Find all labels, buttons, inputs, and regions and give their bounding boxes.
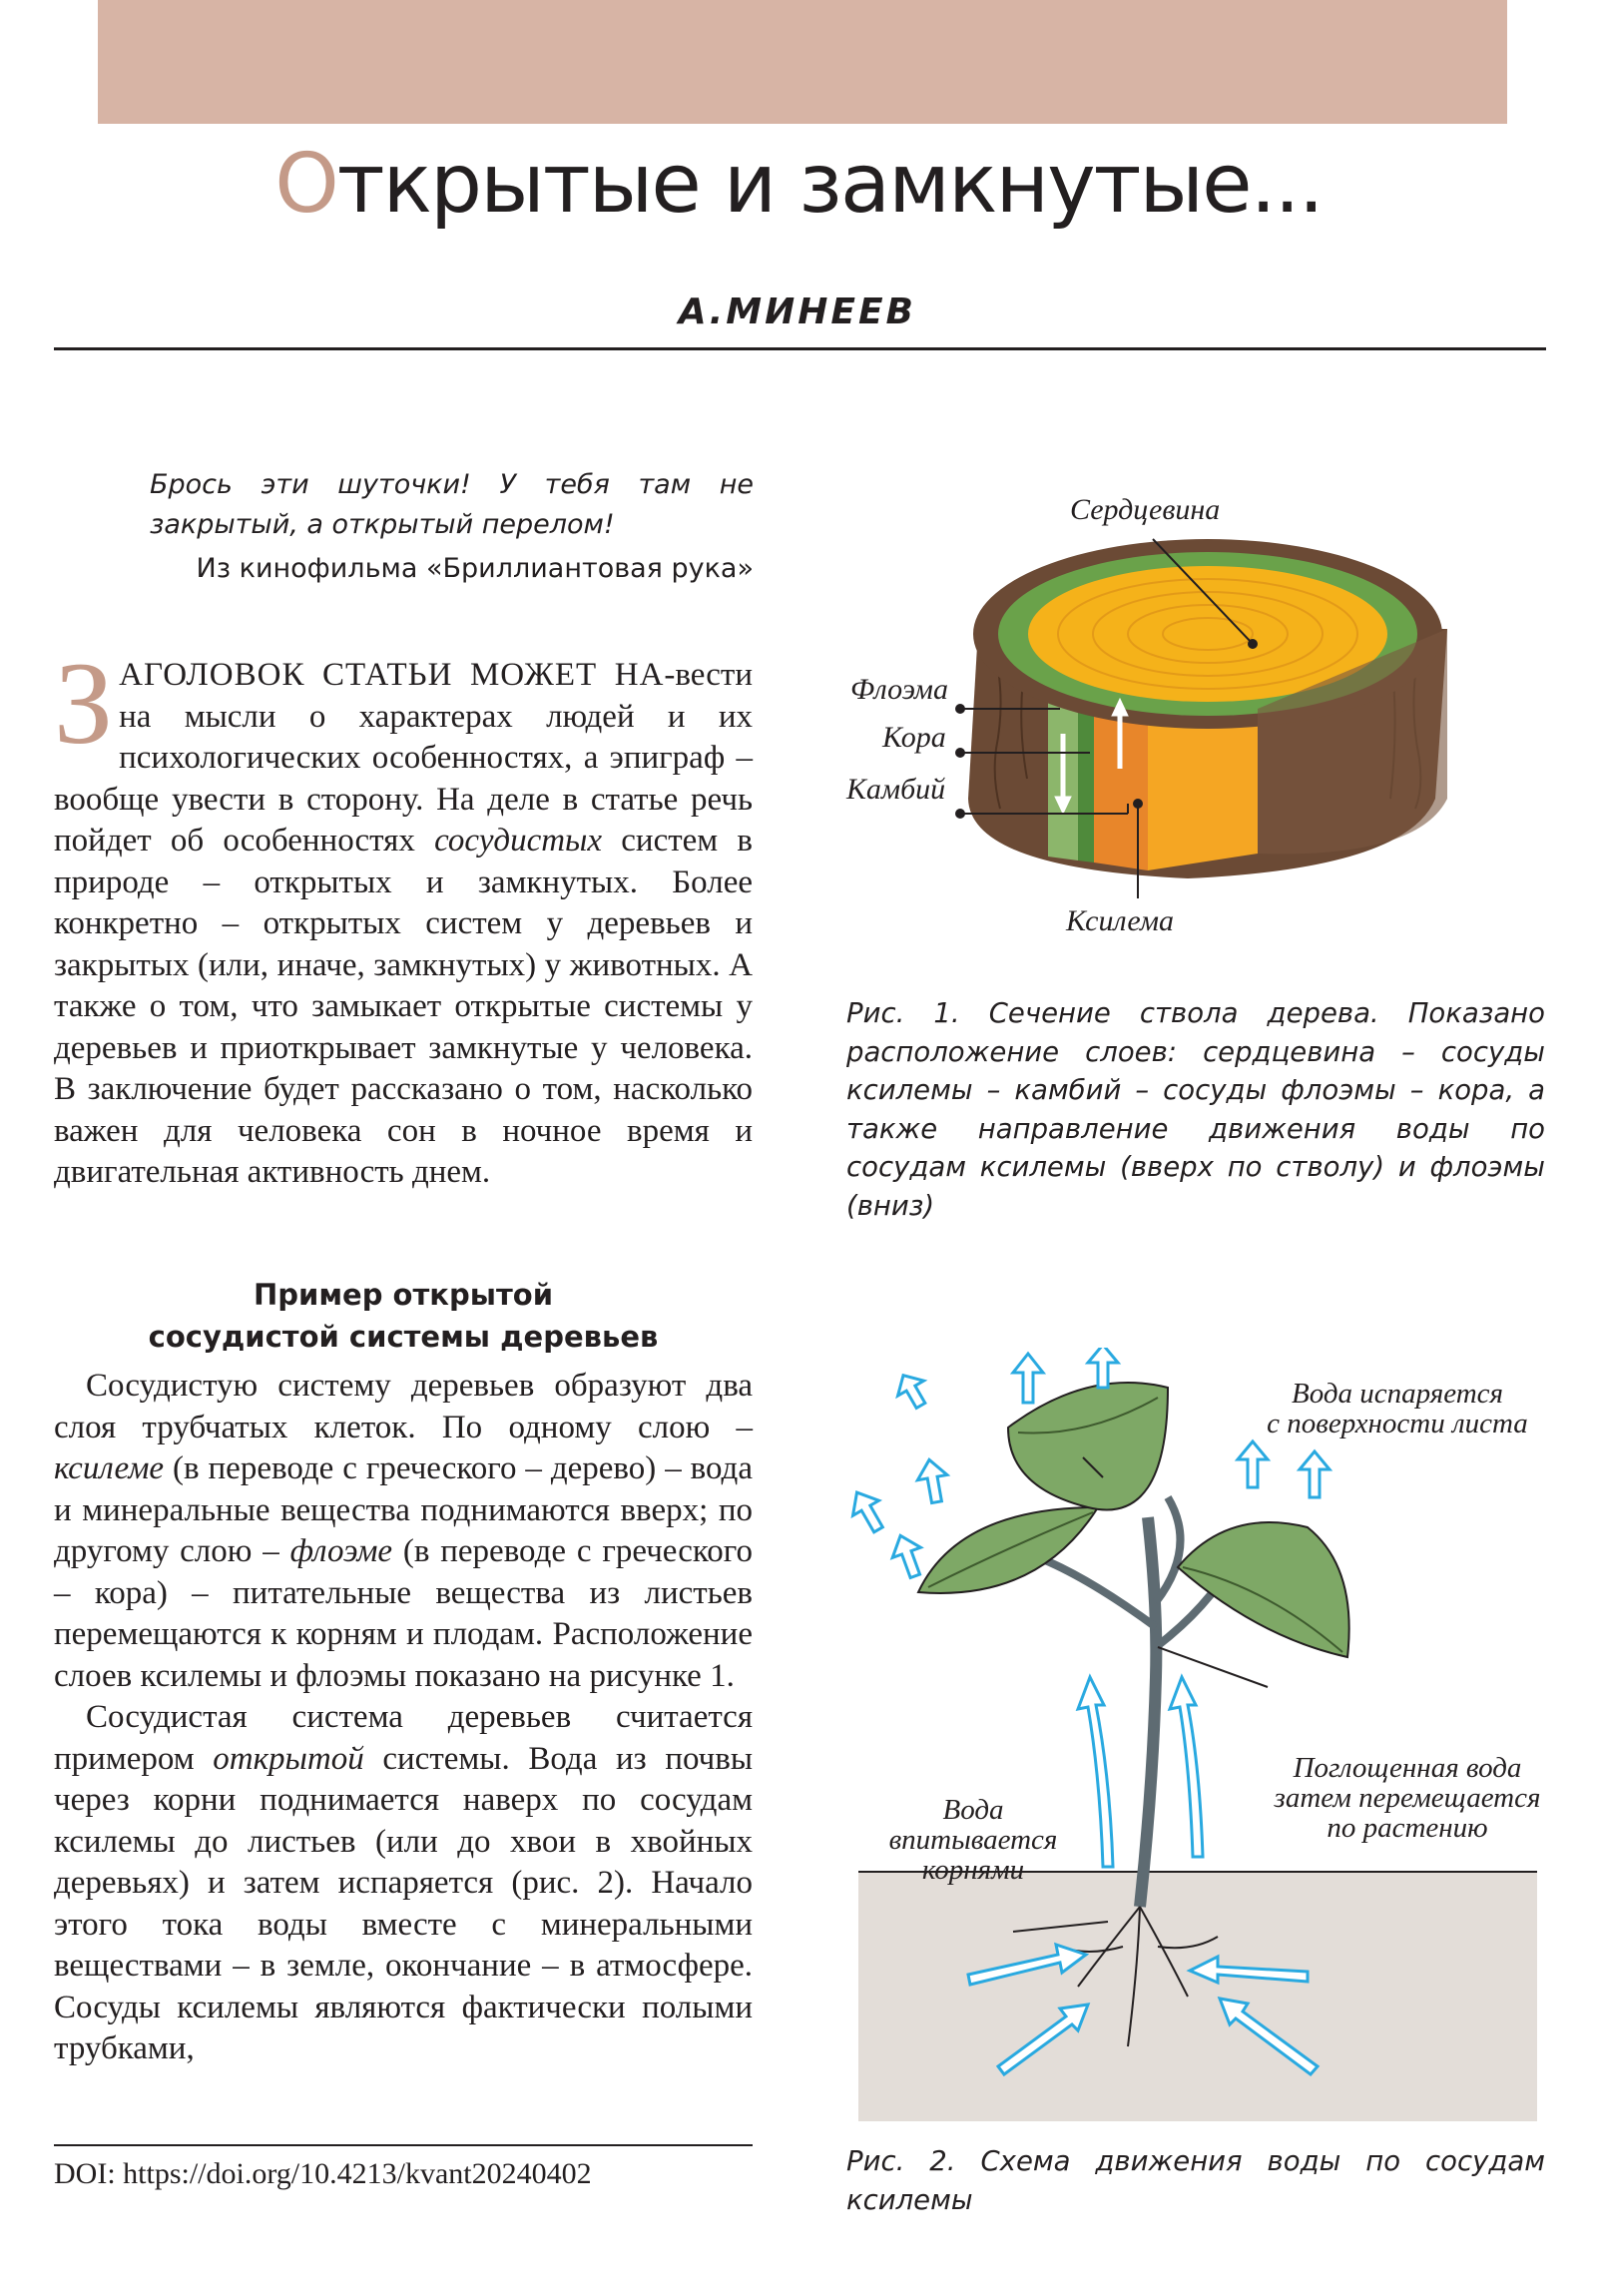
label-roots-2: впитывается <box>888 1824 1058 1856</box>
header-rule <box>54 347 1546 350</box>
doi-rule <box>54 2144 753 2146</box>
label-absorbed-2: затем перемещается <box>1274 1782 1541 1814</box>
p2-term-open: открытой <box>213 1740 364 1777</box>
p1-term-phloem: флоэме <box>289 1533 393 1569</box>
label-absorbed-3: по растению <box>1327 1812 1488 1844</box>
title-first-letter: О <box>274 137 337 232</box>
p2-text-a: Сосудистая система деревьев считается примером <box>54 1699 753 1777</box>
intro-text-1: вести на мысли о характерах людей и их психологических особенностях, а эпиграф – вообще увести в сторону. На деле в статье речь пойдет об особенностях <box>54 657 753 859</box>
intro-text-2: систем в природе – открытых и замкнутых. Более конкретно – открытых систем у деревьев и закрытых (или, иначе, замкнутых) у животных. А также о том, что замыкает открытые системы у деревьев и приоткрывает замкнутые у человека. В заключение будет рассказано о том, насколько важен для человека сон в ночное время и двигательная активность днем. <box>54 823 753 1190</box>
label-xylem: Ксилема <box>1066 904 1175 937</box>
figure-1-trunk-section <box>838 469 1557 948</box>
figure-1-caption: Рис. 1. Сечение ствола дерева. Показано расположение слоев: сердцевина – сосуды ксилемы – камбий – сосуды флоэмы – кора, а также направление движения воды по сосудам ксилемы (вверх по стволу) и флоэмы (вниз) <box>846 997 1545 1222</box>
section-heading-line2: сосудистой системы деревьев <box>148 1320 659 1354</box>
author-name: А.МИНЕЕВ <box>678 291 916 332</box>
section-heading-line1: Пример открытой <box>253 1278 554 1312</box>
label-absorbed-1: Поглощенная вода <box>1293 1752 1522 1784</box>
p1-text-a: Сосудистую систему деревьев образуют два слоя трубчатых клеток. По одному слою – <box>54 1368 753 1445</box>
intro-paragraph: ЗАГОЛОВОК СТАТЬИ МОЖЕТ НА-вести на мысли о характерах людей и их психологических особенностях, а эпиграф – вообще увести в сторону. На деле в статье речь пойдет об особенностях сосудистых систем в природе – открытых и замкнутых. Более конкретно – открытых систем у деревьев и закрытых (или, иначе, замкнутых) у животных. А также о том, что замыкает открытые системы у деревьев и приоткрывает замкнутые у человека. В заключение будет рассказано о том, насколько важен для человека сон в ночное время и двигательная активность днем. <box>54 638 753 1190</box>
leaf-left <box>918 1507 1098 1593</box>
top-color-bar <box>98 0 1507 124</box>
article-title <box>0 130 1597 240</box>
figure-2-caption: Рис. 2. Схема движения воды по сосудам ксилемы <box>846 2145 1545 2216</box>
title-rest: ткрытые и замкнутые... <box>336 137 1323 232</box>
epigraph-text: Брось эти шуточки! У тебя там не закрытый, а открытый перелом! <box>150 469 754 540</box>
section-paragraph-1 <box>54 1366 753 1697</box>
label-roots-3: корнями <box>921 1854 1025 1886</box>
uptake-arrows-in-stem <box>1078 1677 1203 1867</box>
soil <box>858 1872 1537 2121</box>
label-bark: Кора <box>882 721 946 754</box>
label-evaporation-2: с поверхности листа <box>1267 1408 1528 1439</box>
p2-text-b: системы. Вода из почвы через корни поднимается наверх по сосудам ксилемы до листьев (или до хвои в хвойных деревьях) и затем испаряется (рис. 2). Начало этого тока воды вместе с минеральными веществами – в земле, окончание – в атмосфере. Сосуды ксилемы являются фактически полыми трубками, <box>54 1740 753 2066</box>
epigraph-source: Из кинофильма «Бриллиантовая рука» <box>196 553 754 584</box>
label-roots-1: Вода <box>942 1794 1004 1826</box>
label-heartwood: Сердцевина <box>1070 493 1221 526</box>
intro-caps: АГОЛОВОК СТАТЬИ МОЖЕТ НА <box>119 657 665 693</box>
stem <box>1140 1517 1156 1907</box>
p1-text-b: (в переводе с греческого – дерево) – вода и минеральные вещества поднимаются вверх; по другому слою – <box>54 1450 753 1569</box>
cambium-layer <box>1078 705 1094 862</box>
section-heading <box>54 1274 753 1358</box>
inner-wood <box>1148 709 1258 870</box>
drop-cap: З <box>54 638 114 769</box>
figure-2-water-flow <box>838 1348 1557 2126</box>
label-phloem: Флоэма <box>850 673 948 706</box>
section-body <box>54 1366 753 2070</box>
p1-term-xylem: ксилеме <box>54 1450 165 1486</box>
doi-link[interactable]: DOI: https://doi.org/10.4213/kvant20240402 <box>54 2157 592 2190</box>
p1-text-c: (в переводе с греческого – кора) – питательные вещества из листьев перемещаются к корням и плодам. Расположение слоев ксилемы и флоэмы показано на рисунке 1. <box>54 1533 753 1694</box>
label-evaporation-1: Вода испаряется <box>1291 1378 1504 1410</box>
intro-emphasis: сосудистых <box>434 823 603 859</box>
label-cambium: Камбий <box>846 773 946 806</box>
section-paragraph-2 <box>54 1697 753 2070</box>
